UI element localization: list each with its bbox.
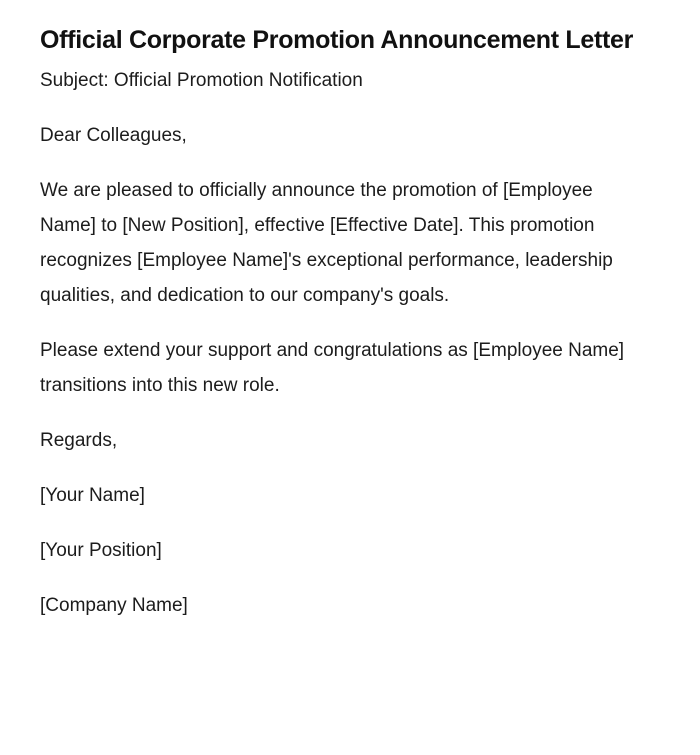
signature-name: [Your Name] [40, 485, 145, 506]
salutation: Dear Colleagues, [40, 125, 187, 146]
signature-company: [Company Name] [40, 595, 188, 616]
subject-line: Subject: Official Promotion Notification [40, 70, 363, 91]
document-title: Official Corporate Promotion Announcement Letter [40, 26, 634, 54]
body-paragraph-2: Please extend your support and congratulations as [Employee Name] transitions into this new role. [40, 340, 625, 396]
signature-position: [Your Position] [40, 540, 162, 561]
closing: Regards, [40, 430, 118, 451]
body-paragraph-1: We are pleased to officially announce the promotion of [Employee Name] to [New Position], effective [Effective Date]. This promotion recognizes [Employee Name]'s exceptional performance, leadership qualities, and dedication to our company's goals. [40, 180, 613, 306]
letter-document [40, 18, 640, 643]
